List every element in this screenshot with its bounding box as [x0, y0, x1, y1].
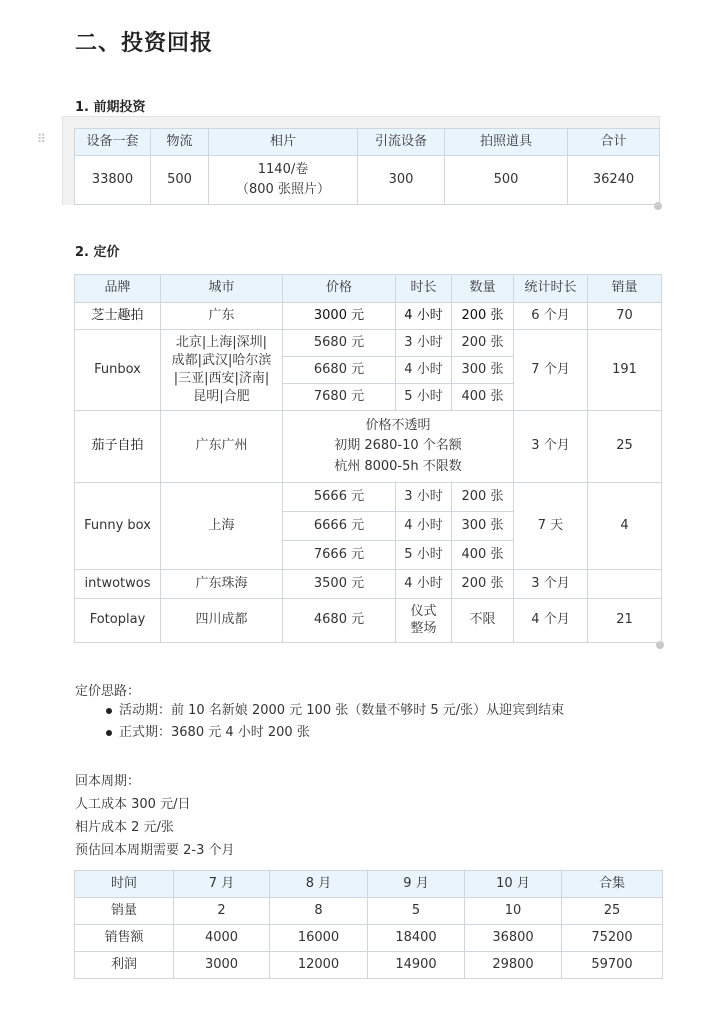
cell-line: 价格不透明	[365, 418, 431, 434]
table-row	[75, 599, 662, 643]
table-header-row	[75, 871, 663, 898]
payback-heading: 回本周期：	[75, 774, 141, 789]
duration-cell: 4 小时	[396, 357, 452, 384]
qty-cell: 400 张	[452, 384, 514, 411]
table-cell: 14900	[368, 952, 465, 979]
table-row	[75, 330, 662, 357]
qty-cell: 300 张	[452, 512, 514, 541]
row-label: 销量	[75, 898, 174, 925]
table-cell: 300	[358, 156, 445, 205]
column-header: 拍照道具	[445, 129, 568, 156]
table-row	[75, 898, 663, 925]
table-cell: 29800	[465, 952, 562, 979]
table-row	[75, 952, 663, 979]
list-item-text: 活动期：前 10 名新娘 2000 元 100 张（数量不够时 5 元/张）从迎宾到结束	[119, 703, 565, 718]
price-cell: 3500 元	[283, 570, 396, 599]
brand-cell: 茄子自拍	[75, 411, 161, 483]
column-header: 时间	[75, 871, 174, 898]
qty-cell: 200 张	[452, 330, 514, 357]
table-cell: 10	[465, 898, 562, 925]
duration-cell: 3 小时	[396, 330, 452, 357]
table-cell: 59700	[562, 952, 663, 979]
column-header: 数量	[452, 275, 514, 303]
price-cell: 7680 元	[283, 384, 396, 411]
table-header-row	[75, 275, 662, 303]
page-title: 二、投资回报	[75, 31, 214, 56]
qty-cell: 200 张	[452, 570, 514, 599]
table-row	[75, 303, 662, 330]
table-row	[75, 570, 662, 599]
table-cell: 12000	[270, 952, 368, 979]
brand-cell: Fotoplay	[75, 599, 161, 643]
column-header: 设备一套	[75, 129, 151, 156]
table-row	[75, 156, 660, 205]
duration-cell: 5 小时	[396, 384, 452, 411]
table-cell: 25	[562, 898, 663, 925]
table-cell: 75200	[562, 925, 663, 952]
cell-line: 整场	[410, 620, 437, 636]
city-cell: 广东广州	[161, 411, 283, 483]
sales-cell: 4	[588, 483, 662, 570]
cell-line: 北京|上海|深圳|	[175, 334, 268, 350]
price-cell: 7666 元	[283, 541, 396, 570]
column-header: 合计	[568, 129, 660, 156]
cell-line: （800 张照片）	[236, 182, 330, 197]
table-cell	[209, 156, 358, 205]
column-header: 城市	[161, 275, 283, 303]
cell-line: 1140/卷	[257, 161, 309, 177]
period-cell: 4 个月	[514, 599, 588, 643]
sales-cell: 21	[588, 599, 662, 643]
price-cell: 6666 元	[283, 512, 396, 541]
column-header: 销量	[588, 275, 662, 303]
payback-line: 相片成本 2 元/张	[75, 820, 174, 835]
period-cell: 3 个月	[514, 411, 588, 483]
table-row	[75, 483, 662, 512]
table-header-row	[75, 129, 660, 156]
cell-line: 仪式	[410, 603, 437, 619]
brand-cell: intwotwos	[75, 570, 161, 599]
column-header: 7 月	[174, 871, 270, 898]
price-cell: 4680 元	[283, 599, 396, 643]
monthly-sales-table	[74, 870, 663, 979]
qty-cell: 不限	[452, 599, 514, 643]
brand-cell: 芝士趣拍	[75, 303, 161, 330]
payback-line: 预估回本周期需要 2-3 个月	[75, 843, 235, 858]
price-cell: 5680 元	[283, 330, 396, 357]
qty-cell: 300 张	[452, 357, 514, 384]
city-cell: 上海	[161, 483, 283, 570]
column-header: 品牌	[75, 275, 161, 303]
list-item-text: 正式期：3680 元 4 小时 200 张	[119, 725, 310, 740]
cell-line: |三亚|西安|济南|	[173, 371, 270, 386]
row-label: 利润	[75, 952, 174, 979]
city-cell	[161, 330, 283, 411]
price-cell: 3000 元	[283, 303, 396, 330]
column-header: 合集	[562, 871, 663, 898]
price-cell	[283, 411, 514, 483]
table-cell: 3000	[174, 952, 270, 979]
column-header: 价格	[283, 275, 396, 303]
period-cell: 6 个月	[514, 303, 588, 330]
table-cell: 5	[368, 898, 465, 925]
duration-cell: 4 小时	[396, 303, 452, 330]
period-cell: 7 天	[514, 483, 588, 570]
list-item	[75, 722, 564, 744]
duration-cell: 5 小时	[396, 541, 452, 570]
table-cell: 36800	[465, 925, 562, 952]
column-header: 10 月	[465, 871, 562, 898]
drag-handle-icon[interactable]: ⠿	[37, 132, 45, 146]
table-cell: 500	[151, 156, 209, 205]
payback-line: 人工成本 300 元/日	[75, 797, 191, 812]
column-header: 相片	[209, 129, 358, 156]
qty-cell: 400 张	[452, 541, 514, 570]
pricing-idea-heading: 定价思路：	[75, 684, 141, 699]
brand-cell: Funny box	[75, 483, 161, 570]
table-row	[75, 411, 662, 483]
price-cell: 5666 元	[283, 483, 396, 512]
row-label: 销售额	[75, 925, 174, 952]
sales-cell: 25	[588, 411, 662, 483]
qty-cell: 200 张	[452, 303, 514, 330]
sales-cell: 70	[588, 303, 662, 330]
column-header: 9 月	[368, 871, 465, 898]
qty-cell: 200 张	[452, 483, 514, 512]
duration-cell: 3 小时	[396, 483, 452, 512]
column-header: 时长	[396, 275, 452, 303]
cell-line: 昆明|合肥	[193, 389, 250, 405]
column-header: 物流	[151, 129, 209, 156]
period-cell: 3 个月	[514, 570, 588, 599]
sales-cell	[588, 570, 662, 599]
price-cell: 6680 元	[283, 357, 396, 384]
duration-cell: 4 小时	[396, 512, 452, 541]
sales-cell: 191	[588, 330, 662, 411]
city-cell: 广东珠海	[161, 570, 283, 599]
table-cell: 36240	[568, 156, 660, 205]
section-heading-initial-investment: 1. 前期投资	[75, 100, 146, 115]
list-item	[75, 700, 564, 722]
column-header: 统计时长	[514, 275, 588, 303]
cell-line: 初期 2680-10 个名额	[334, 438, 462, 454]
brand-cell: Funbox	[75, 330, 161, 411]
duration-cell: 4 小时	[396, 570, 452, 599]
city-cell: 四川成都	[161, 599, 283, 643]
column-header: 8 月	[270, 871, 368, 898]
table-cell: 2	[174, 898, 270, 925]
table-cell: 33800	[75, 156, 151, 205]
period-cell: 7 个月	[514, 330, 588, 411]
city-cell: 广东	[161, 303, 283, 330]
cell-line: 杭州 8000-5h 不限数	[334, 458, 462, 474]
table-cell: 500	[445, 156, 568, 205]
table-cell: 16000	[270, 925, 368, 952]
section-heading-pricing: 2. 定价	[75, 245, 120, 260]
column-header: 引流设备	[358, 129, 445, 156]
table-cell: 4000	[174, 925, 270, 952]
pricing-table	[74, 274, 662, 643]
cell-line: 成都|武汉|哈尔滨	[171, 352, 272, 368]
table-cell: 8	[270, 898, 368, 925]
investment-table	[74, 128, 660, 205]
duration-cell	[396, 599, 452, 643]
table-cell: 18400	[368, 925, 465, 952]
pricing-idea-list	[75, 700, 564, 744]
table-row	[75, 925, 663, 952]
